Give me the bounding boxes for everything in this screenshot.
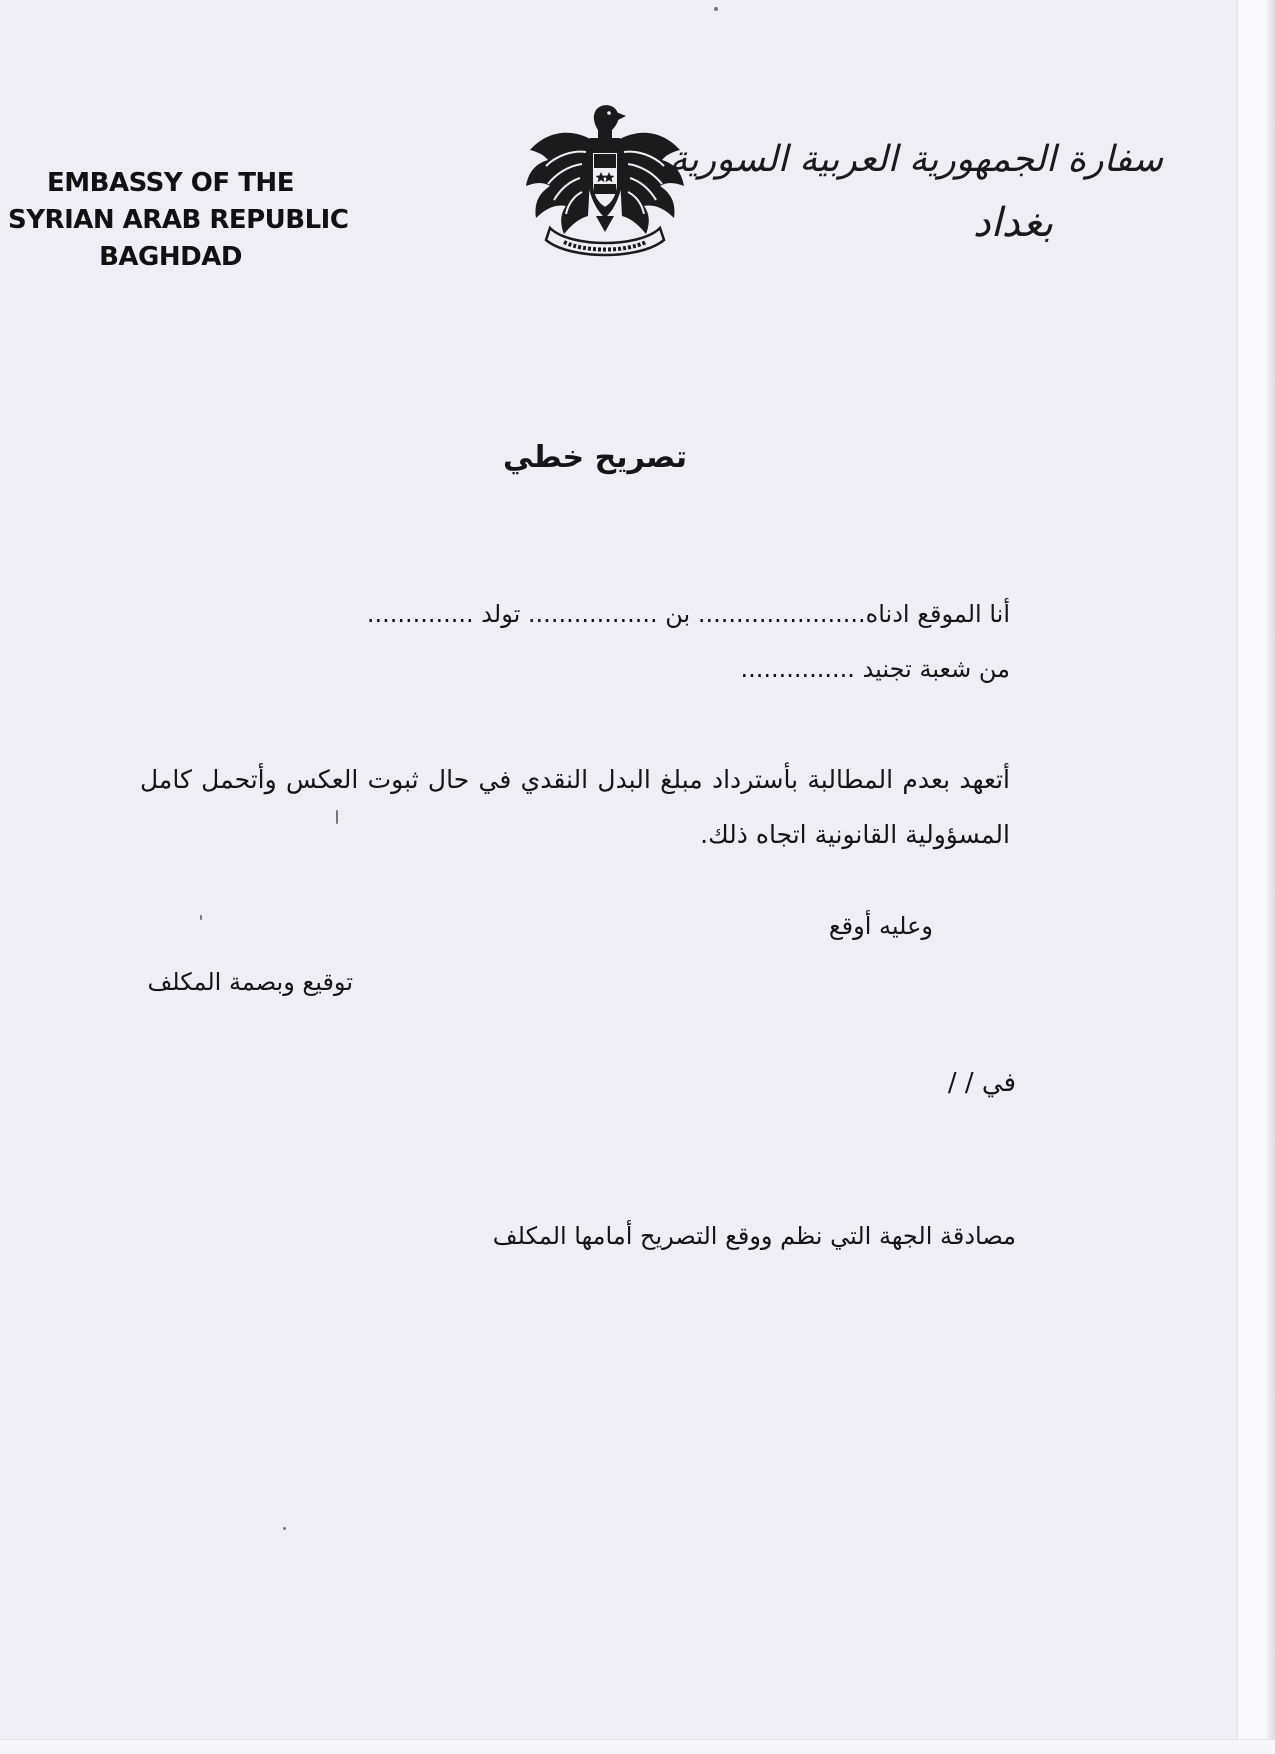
syrian-eagle-emblem-icon xyxy=(520,100,690,260)
signature-label: توقيع وبصمة المكلف xyxy=(147,968,353,996)
scan-speck xyxy=(200,915,202,920)
scan-speck xyxy=(714,7,718,11)
document-title: تصريح خطي xyxy=(502,440,687,475)
scan-speck xyxy=(283,1527,286,1530)
letterhead-line-2: SYRIAN ARAB REPUBLIC xyxy=(8,205,349,235)
pledge-paragraph: أتعهد بعدم المطالبة بأسترداد مبلغ البدل النقدي في حال ثبوت العكس وأتحمل كامل المسؤولية القانونية اتجاه ذلك. xyxy=(140,765,1010,849)
english-letterhead xyxy=(8,165,349,276)
recruitment-branch-line: من شعبة تجنيد ............... xyxy=(740,655,1010,683)
paper-right-edge xyxy=(1237,0,1275,1754)
arabic-letterhead-line-1: سفارة الجمهورية العربية السورية xyxy=(669,139,1163,180)
arabic-letterhead-line-2: بغداد xyxy=(972,200,1054,246)
authentication-line: مصادقة الجهة التي نظم ووقع التصريح أمامها المكلف xyxy=(492,1222,1016,1250)
letterhead-line-3: BAGHDAD xyxy=(99,242,242,272)
consent-statement: وعليه أوقع xyxy=(828,912,933,940)
date-line: في / / xyxy=(947,1068,1016,1098)
letterhead-line-1: EMBASSY OF THE xyxy=(47,168,294,198)
arabic-letterhead xyxy=(669,135,1163,253)
scan-speck xyxy=(336,810,338,824)
paper-bottom-edge xyxy=(0,1739,1275,1754)
declarant-details-line: أنا الموقع ادناه...................... بن ................. تولد .............. xyxy=(366,600,1010,628)
